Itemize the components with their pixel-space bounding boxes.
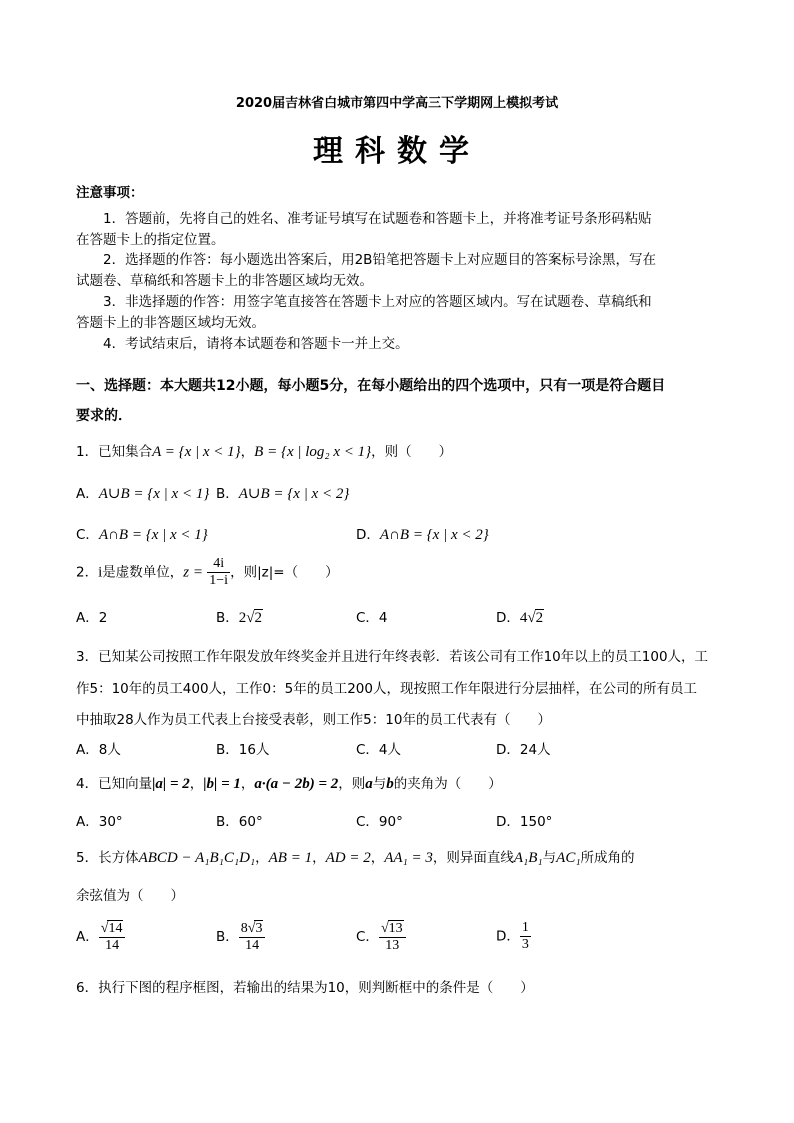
question-3-line-1: 3．已知某公司按照工作年限发放年终奖金并且进行年终表彰．若该公司有工作10年以上的员工100人，工 <box>76 649 709 665</box>
notice-item-3-line-1: 3．非选择题的作答：用签字笔直接答在答题卡上对应的答题区域内。写在试题卷、草稿纸和 <box>103 294 652 310</box>
set-b: B = {x | log₂ x < 1} <box>254 444 372 460</box>
q3-option-d: D．24人 <box>496 742 551 758</box>
question-3-line-3: 中抽取28人作为员工代表上台接受表彰，则工作5：10年的员工代表有（ ） <box>76 712 551 728</box>
q3-option-a: A．8人 <box>76 742 121 758</box>
q5-option-d: D． $\frac{1}{3}$ <box>496 920 529 952</box>
q3-option-c: C．4人 <box>356 742 402 758</box>
section-1-heading-line-2: 要求的． <box>76 408 132 424</box>
q2-option-d: D．4√2 <box>496 610 544 626</box>
question-2: 2．i是虚数单位，z = $\frac{4i}{1-i}$ ，则|z|=（ ） <box>76 556 339 588</box>
q4-option-d: D．150° <box>496 814 553 830</box>
notice-item-4: 4．考试结束后，请将本试题卷和答题卡一并上交。 <box>103 336 409 352</box>
section-1-heading-line-1: 一、选择题：本大题共12小题，每小题5分，在每小题给出的四个选项中，只有一项是符合题目 <box>76 378 666 394</box>
set-a: A = {x | x < 1} <box>152 444 241 460</box>
q1-option-c: C．A∩B = {x | x < 1} <box>76 527 208 543</box>
q1-option-a: A．A∪B = {x | x < 1} <box>76 486 210 502</box>
q2-fraction: $\frac{4i}{1-i}$ <box>209 556 229 588</box>
q2-option-c: C．4 <box>356 610 388 626</box>
question-1: 1．已知集合A = {x | x < 1}，B = {x | log₂ x < 1}，则（ ） <box>76 444 453 460</box>
question-5-line-2: 余弦值为（ ） <box>76 888 184 904</box>
notice-item-1-line-1: 1．答题前，先将自己的姓名、准考证号填写在试题卷和答题卡上，并将准考证号条形码粘贴 <box>103 211 652 227</box>
notice-item-1-line-2: 在答题卡上的指定位置。 <box>76 232 225 248</box>
question-5-line-1: 5．长方体ABCD − A₁B₁C₁D₁，AB = 1，AD = 2，AA₁ = 3，则异面直线A₁B₁与AC₁所成角的 <box>76 850 635 866</box>
q1-option-b: B．A∪B = {x | x < 2} <box>216 486 350 502</box>
q3-option-b: B．16人 <box>216 742 270 758</box>
notice-item-2-line-1: 2．选择题的作答：每小题选出答案后，用2B铅笔把答题卡上对应题目的答案标号涂黑，写在 <box>103 252 656 268</box>
notice-item-2-line-2: 试题卷、草稿纸和答题卡上的非答题区域均无效。 <box>76 273 373 289</box>
notice-heading: 注意事项： <box>76 185 144 201</box>
q2-option-a: A．2 <box>76 610 108 626</box>
q2-option-b: B．2√2 <box>216 610 262 626</box>
q1-option-d: D．A∩B = {x | x < 2} <box>356 527 489 543</box>
q5-option-c: C． $\frac{√13}{13}$ <box>356 920 406 954</box>
q5-option-a: A． $\frac{√14}{14}$ <box>76 920 125 954</box>
question-3-line-2: 作5：10年的员工400人，工作0：5年的员工200人，现按照工作年限进行分层抽样，在公司的所有员工 <box>76 681 697 697</box>
notice-item-3-line-2: 答题卡上的非答题区域均无效。 <box>76 315 265 331</box>
question-6: 6．执行下图的程序框图，若输出的结果为10，则判断框中的条件是（ ） <box>76 980 534 996</box>
q4-option-a: A．30° <box>76 814 123 830</box>
question-4: 4．已知向量|a| = 2，|b| = 1，a·(a − 2b) = 2，则a与b的夹角为（ ） <box>76 776 502 792</box>
q4-option-c: C．90° <box>356 814 403 830</box>
exam-title: 理科数学 <box>313 134 481 169</box>
exam-subtitle: 2020届吉林省白城市第四中学高三下学期网上模拟考试 <box>235 96 559 111</box>
q4-option-b: B．60° <box>216 814 263 830</box>
q5-option-b: B． $\frac{8√3}{14}$ <box>216 920 265 954</box>
